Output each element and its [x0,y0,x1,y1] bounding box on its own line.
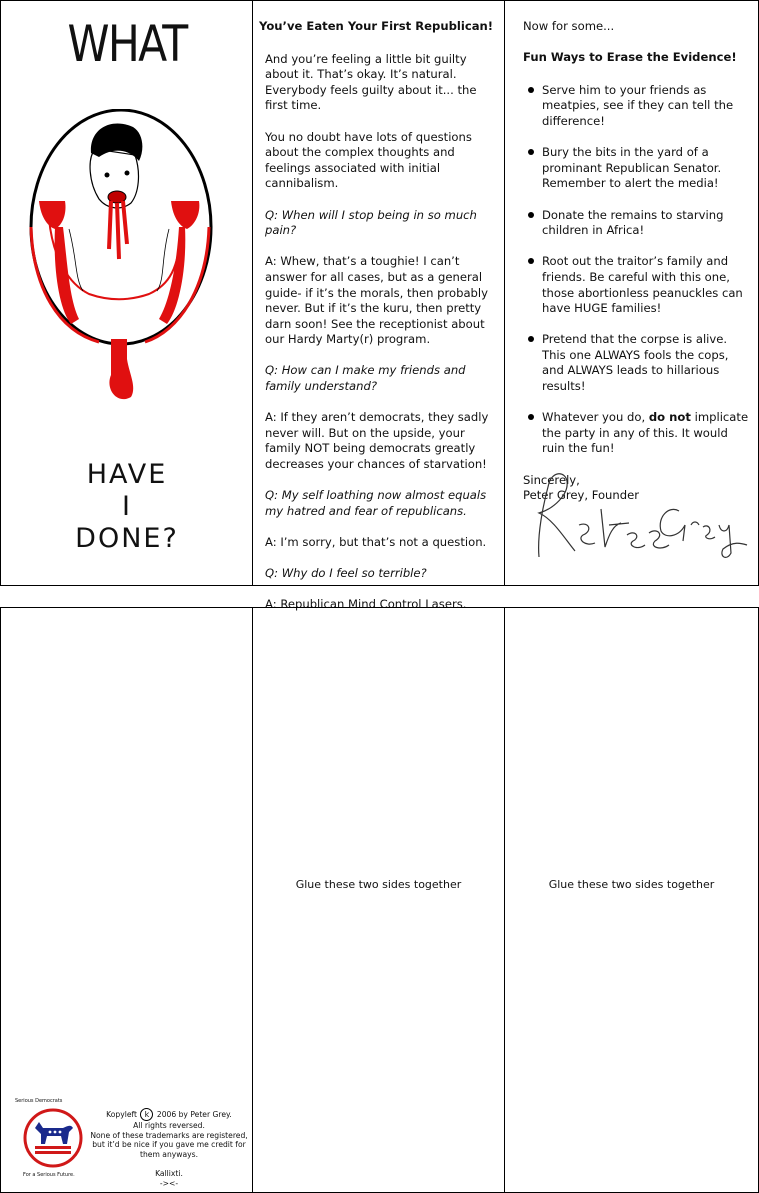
signer: Peter Grey, Founder [523,488,640,503]
kopyleft-label: Kopyleft [106,1110,138,1119]
kallixti: Kallixti. [155,1169,183,1179]
glue-instruction-left: Glue these two sides together [295,878,462,891]
faq-panel [253,1,505,612]
faq-paragraph: A: If they aren’t democrats, they sadly never will. But on the upside, your family NOT being democrats greatly decreases your chances of starvation! [265,410,489,472]
bullet-icon [528,336,534,342]
copyright-year: 2006 by Peter Grey. [156,1110,232,1119]
faq-heading: You’ve Eaten Your First Republican! [259,19,494,33]
front-title-what: WHAT [67,15,187,73]
bullet-icon [528,414,534,420]
evidence-intro: Now for some... [523,19,615,33]
brochure-back [0,607,759,1193]
evidence-list-item [523,410,751,457]
kallixti-mark: -><- [159,1178,179,1188]
faq-question: Q: How can I make my friends and family understand? [265,363,466,394]
front-panel [1,1,253,585]
logo-top-caption: Serious Democrats [15,1098,63,1104]
faq-question: Q: Why do I feel so terrible? [265,566,427,581]
rights-reversed: All rights reversed. [133,1121,205,1130]
bullet-icon [528,149,534,155]
bullet-icon [528,258,534,264]
bullet-icon [528,212,534,218]
faq-paragraphs [265,52,501,613]
faq-paragraph: A: Whew, that’s a toughie! I can’t answer for all cases, but as a general guide- if it’s the morals, then probably never. But if it’s the kuru, then pretty darn soon! See the receptionist about our Hardy Marty(r) program. [265,254,488,347]
evidence-list-item [523,145,751,192]
glue-panel-right [505,608,758,1192]
bullet-text: Root out the traitor’s family and friends. Be careful with this one, those abortionless peanuckles can have HUGE families! [542,254,743,316]
title-word-i: I [122,491,132,522]
copyright-line [89,1108,249,1121]
faq-paragraph: A: Republican Mind Control Lasers. [265,597,467,612]
glue-panel-left [253,608,505,1192]
bullet-text: Pretend that the corpse is alive. This one ALWAYS fools the cops, and ALWAYS leads to hillarious results! [542,332,729,394]
evidence-list-item [523,83,751,130]
bullet-text-before: Whatever you do, [542,410,649,425]
bullet-text: Serve him to your friends as meatpies, see if they can tell the difference! [542,82,734,128]
copyright-block [89,1108,249,1189]
evidence-list-item [523,208,751,239]
faq-paragraph: And you’re feeling a little bit guilty about it. That’s okay. It’s natural. Everybody feels guilty about it... the first time. [265,51,477,113]
faq-question: Q: When will I stop being in so much pain? [265,207,477,238]
title-word-have: HAVE [86,459,168,490]
evidence-heading: Fun Ways to Erase the Evidence! [523,50,737,65]
logo-bottom-caption: For a Serious Future. [23,1172,75,1178]
evidence-content [523,19,751,504]
evidence-list-item [523,332,751,394]
bullet-text-bold: do not [648,410,691,425]
front-title-have-i-done [1,459,253,555]
evidence-panel [505,1,758,585]
bullet-text-after: implicate the party in any of this. It would ruin the fun! [542,410,749,456]
bullet-text: Donate the remains to starving children in Africa! [542,207,724,238]
evidence-list [523,83,751,457]
bloody-face-illustration [29,109,229,429]
bullet-icon [528,87,534,93]
kopyleft-k-icon: k [140,1108,153,1121]
handwritten-signature [509,465,749,565]
back-panel [1,608,253,1192]
closing: Sincerely, [523,472,580,487]
evidence-list-item [523,254,751,316]
faq-paragraph: You no doubt have lots of questions about the complex thoughts and feelings associated with initial cannibalism. [265,129,472,191]
faq-paragraph: A: I’m sorry, but that’s not a question. [265,535,487,549]
title-word-done: DONE? [75,523,179,554]
glue-instruction-right: Glue these two sides together [548,878,715,891]
faq-question: Q: My self loathing now almost equals my hatred and fear of republicans. [265,488,487,518]
trademark-note: None of these trademarks are registered, but it’d be nice if you gave me credit for them anyways. [90,1130,248,1159]
democrat-donkey-logo [23,1108,83,1168]
bullet-text: Bury the bits in the yard of a prominant Republican Senator. Remember to alert the media! [542,145,722,191]
faq-content [259,19,501,629]
